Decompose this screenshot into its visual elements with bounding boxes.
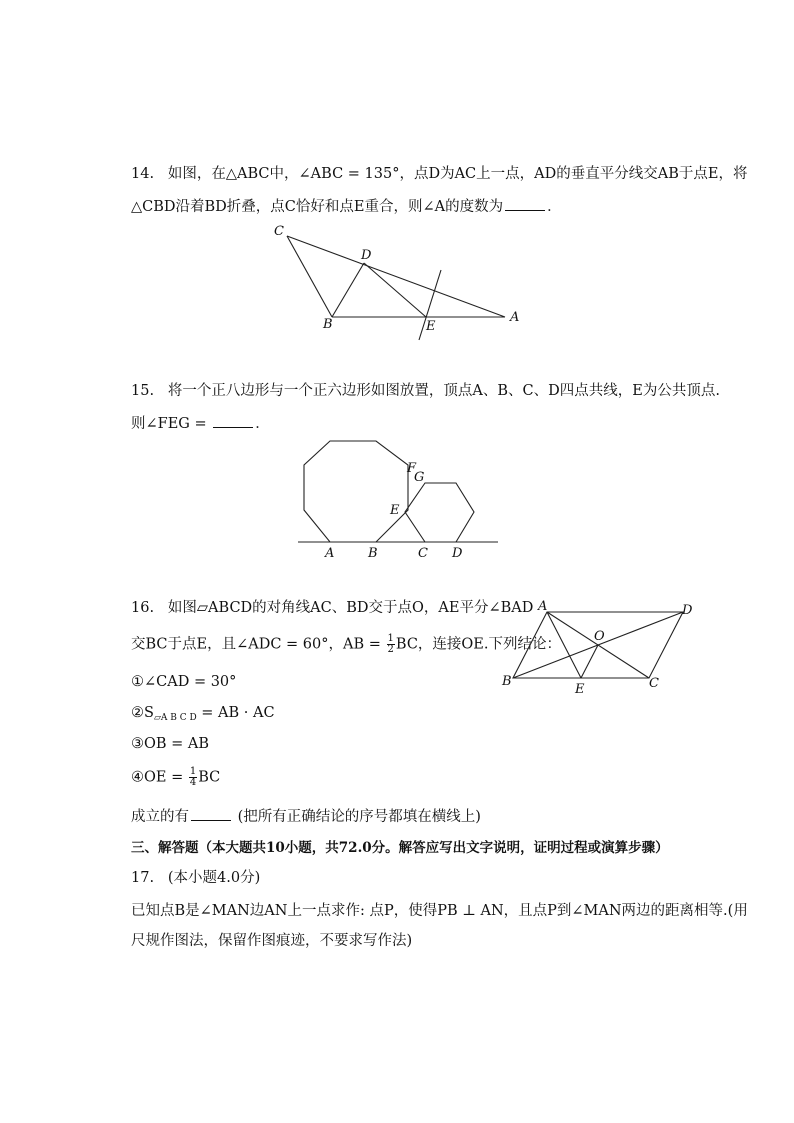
q15-figure: [290, 430, 510, 565]
q14-number: 14.: [131, 166, 155, 182]
q16-conclusion: 成立的有 (把所有正确结论的序号都填在横线上): [131, 806, 481, 827]
q15-label-f: F: [407, 461, 417, 476]
q15-text-line2: 则∠FEG =: [131, 416, 207, 432]
q16-label-b: B: [502, 674, 512, 689]
q14-text-line1: 如图，在△ABC中，∠ABC = 135°，点D为AC上一点，AD的垂直平分线交AB于点E，将: [167, 166, 748, 182]
q15-label-d: D: [452, 546, 463, 561]
q16-text-line1: 如图▱ABCD的对角线AC、BD交于点O，AE平分∠BAD: [167, 600, 534, 616]
q16-label-e: E: [575, 682, 585, 697]
q14-line1: [131, 164, 747, 184]
q16-number: 16.: [131, 600, 155, 616]
q14-label-d: D: [361, 248, 372, 263]
q16-option-1: ①∠CAD = 30°: [131, 674, 237, 690]
q16-answer-blank[interactable]: [191, 806, 231, 821]
q14-label-e: E: [426, 319, 436, 334]
q16-option-4: ④OE = $\frac{1}{4}$ BC: [131, 766, 221, 788]
q15-label-a: A: [325, 546, 335, 561]
q16-label-d: D: [682, 603, 693, 618]
q16-label-o: O: [594, 629, 605, 644]
q16-fraction: $\frac{1}{2}$: [387, 633, 394, 655]
q15-label-c: C: [418, 546, 428, 561]
q14-figure: [260, 220, 540, 350]
q16-line1: [131, 598, 533, 618]
q14-line2: △CBD沿着BD折叠，点C恰好和点E重合，则∠A的度数为 ．: [131, 196, 562, 217]
q16-option-3: ③OB = AB: [131, 736, 210, 752]
q17-text-line2: 尺规作图法，保留作图痕迹，不要求写作法): [131, 933, 413, 949]
q15-line2: 则∠FEG = ．: [131, 413, 270, 434]
q16-line2: 交BC于点E，且∠ADC = 60°，AB = $\frac{1}{2}$ BC，连接OE.下列结论：: [131, 633, 561, 655]
q14-label-b: B: [323, 317, 333, 332]
q16-option-2: $②S_{▱A B C D}$ = AB · AC: [131, 705, 275, 723]
q16-figure: [498, 595, 703, 700]
q15-line1: [131, 381, 720, 401]
q17-score: (本小题4.0分): [167, 870, 261, 886]
q14-label-a: A: [510, 310, 520, 325]
q14-answer-blank[interactable]: [505, 196, 545, 211]
section3-heading: 三、解答题（本大题共10小题，共72.0分。解答应写出文字说明，证明过程或演算步骤）: [131, 840, 669, 856]
q15-label-b: B: [368, 546, 378, 561]
q14-label-c: C: [274, 224, 284, 239]
q15-text-line1: 将一个正八边形与一个正六边形如图放置，顶点A、B、C、D四点共线，E为公共顶点.: [167, 383, 720, 399]
q15-label-g: G: [414, 470, 425, 485]
q14-text-line2: △CBD沿着BD折叠，点C恰好和点E重合，则∠A的度数为: [131, 199, 504, 215]
q16-text-line2: 交BC于点E，且∠ADC = 60°，AB =: [131, 636, 381, 653]
q17-text-line1: 已知点B是∠MAN边AN上一点求作: 点P，使得PB ⊥ AN，且点P到∠MAN两边的距离相等.(用: [131, 903, 748, 919]
q15-number: 15.: [131, 383, 155, 399]
q15-label-e: E: [390, 503, 400, 518]
q15-answer-blank[interactable]: [213, 413, 253, 428]
q16-label-a: A: [538, 599, 548, 614]
q16-option4-fraction: $\frac{1}{4}$: [189, 766, 197, 788]
q17-number: 17.: [131, 870, 155, 886]
q16-label-c: C: [649, 676, 659, 691]
q17-header: [131, 868, 260, 888]
